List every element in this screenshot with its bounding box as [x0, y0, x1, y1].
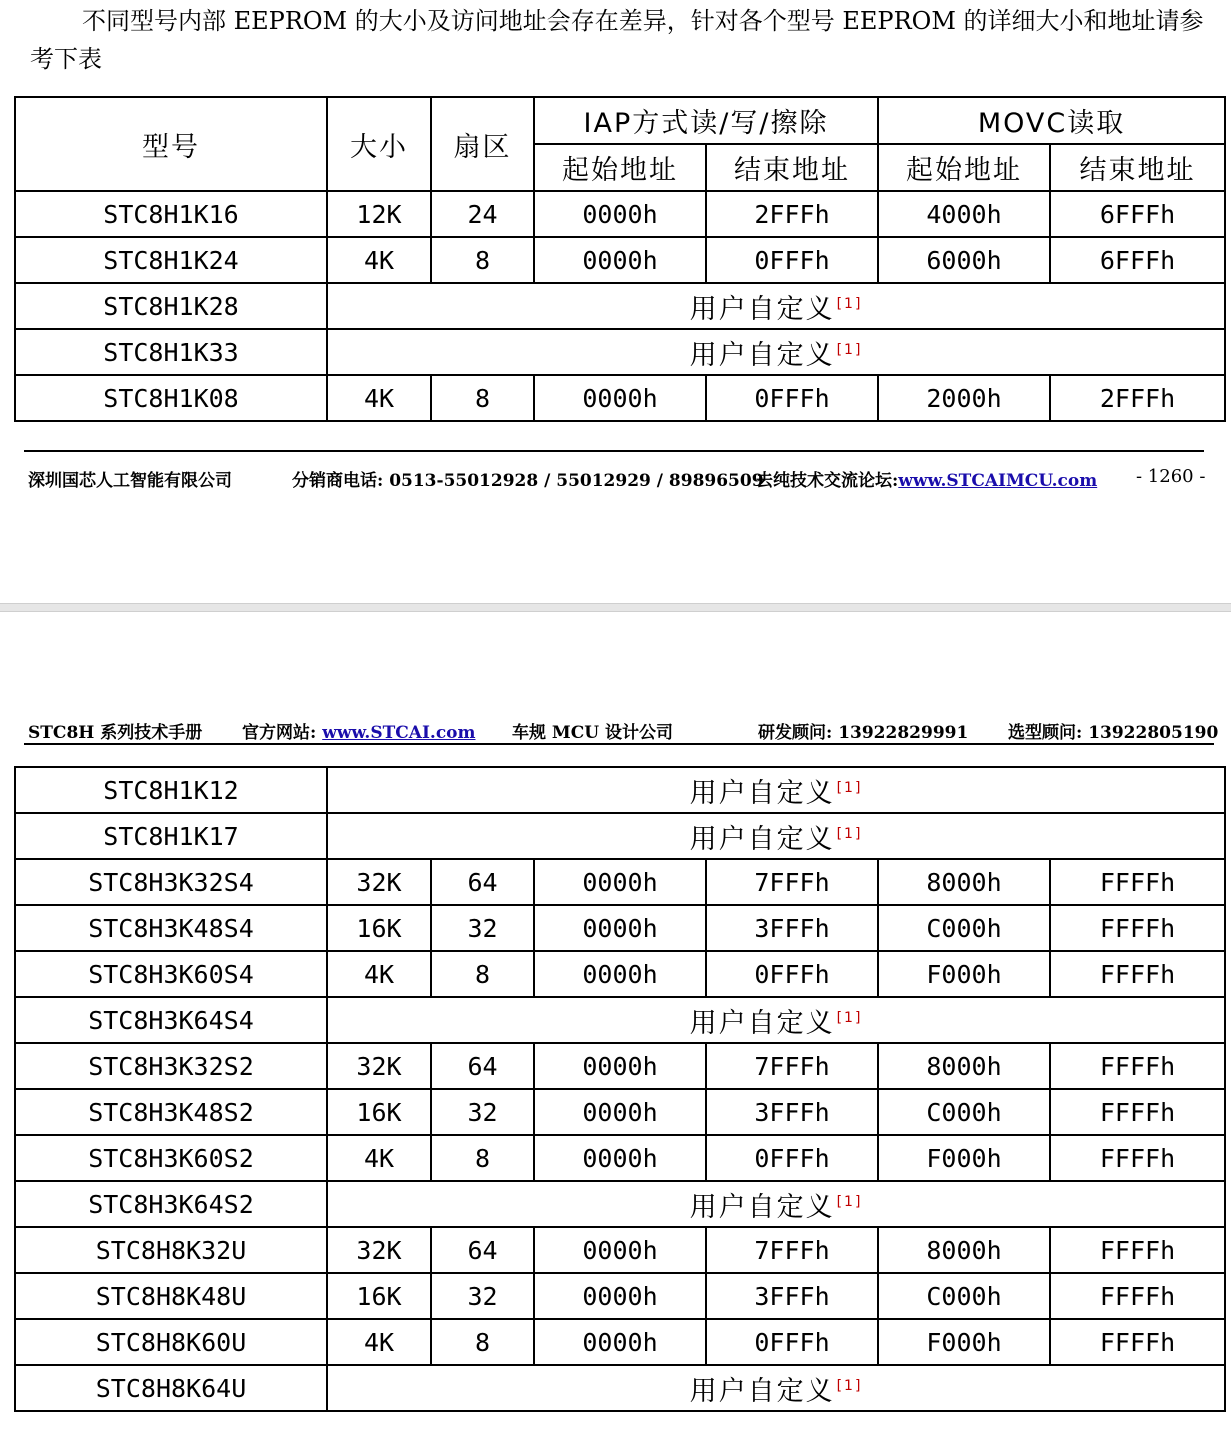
model-cell: STC8H3K64S4	[15, 997, 327, 1043]
user-defined-cell	[327, 283, 1225, 329]
movc-end-cell: FFFFh	[1050, 1273, 1225, 1319]
table-row	[15, 813, 1225, 859]
footer-company: 深圳国芯人工智能有限公司	[28, 471, 232, 491]
model-cell: STC8H1K24	[15, 237, 327, 283]
iap-end-cell: 3FFFh	[706, 905, 878, 951]
model-cell: STC8H8K60U	[15, 1319, 327, 1365]
sector-cell: 8	[431, 1135, 534, 1181]
header-movc-group: MOVC读取	[878, 97, 1225, 144]
movc-start-cell: 8000h	[878, 1043, 1050, 1089]
user-defined-label: 用户自定义	[689, 293, 835, 325]
iap-end-cell: 7FFFh	[706, 1043, 878, 1089]
footnote-marker[interactable]: [1]	[836, 1377, 863, 1394]
iap-end-cell: 0FFFh	[706, 375, 878, 421]
sector-cell: 32	[431, 1089, 534, 1135]
footer-page-number: - 1260 -	[1136, 466, 1206, 487]
header-site-label: 官方网站:	[242, 723, 323, 743]
movc-end-cell: 6FFFh	[1050, 191, 1225, 237]
intro-paragraph	[30, 2, 1220, 78]
model-cell: STC8H8K48U	[15, 1273, 327, 1319]
model-cell: STC8H3K64S2	[15, 1181, 327, 1227]
footer-forum-link[interactable]: www.STCAIMCU.com	[898, 471, 1098, 491]
header-iap-start: 起始地址	[534, 144, 706, 191]
header-rule	[24, 743, 1214, 745]
sector-cell: 64	[431, 1043, 534, 1089]
header-slogan: 车规 MCU 设计公司	[512, 723, 674, 743]
table-row	[15, 1319, 1225, 1365]
user-defined-label: 用户自定义	[689, 1191, 835, 1223]
model-cell: STC8H8K32U	[15, 1227, 327, 1273]
movc-start-cell: F000h	[878, 1135, 1050, 1181]
user-defined-label: 用户自定义	[689, 339, 835, 371]
user-defined-label: 用户自定义	[689, 823, 835, 855]
iap-start-cell: 0000h	[534, 1135, 706, 1181]
footer-phone: 分销商电话: 0513-55012928 / 55012929 / 89896509	[292, 471, 764, 491]
intro-text: 不同型号内部 EEPROM 的大小及访问地址会存在差异，针对各个型号 EEPROM 的详细大小和地址请参考下表	[30, 7, 1204, 73]
model-cell: STC8H3K32S2	[15, 1043, 327, 1089]
table-row	[15, 905, 1225, 951]
size-cell: 4K	[327, 1319, 431, 1365]
iap-start-cell: 0000h	[534, 375, 706, 421]
footnote-marker[interactable]: [1]	[836, 341, 863, 358]
sector-cell: 64	[431, 859, 534, 905]
table-row	[15, 375, 1225, 421]
size-cell: 4K	[327, 951, 431, 997]
model-cell: STC8H3K48S2	[15, 1089, 327, 1135]
iap-end-cell: 3FFFh	[706, 1273, 878, 1319]
sector-cell: 8	[431, 375, 534, 421]
user-defined-cell	[327, 813, 1225, 859]
header-iap-group: IAP方式读/写/擦除	[534, 97, 878, 144]
size-cell: 32K	[327, 859, 431, 905]
user-defined-cell	[327, 329, 1225, 375]
sector-cell: 8	[431, 951, 534, 997]
table-row	[15, 767, 1225, 813]
header-site-link[interactable]: www.STCAI.com	[322, 723, 476, 743]
iap-end-cell: 0FFFh	[706, 951, 878, 997]
eeprom-table-part2	[14, 766, 1226, 1412]
movc-start-cell: F000h	[878, 951, 1050, 997]
table-row	[15, 951, 1225, 997]
iap-start-cell: 0000h	[534, 1043, 706, 1089]
movc-end-cell: FFFFh	[1050, 951, 1225, 997]
footnote-marker[interactable]: [1]	[836, 825, 863, 842]
table-row	[15, 1135, 1225, 1181]
footnote-marker[interactable]: [1]	[836, 779, 863, 796]
movc-end-cell: FFFFh	[1050, 1319, 1225, 1365]
footer-forum-label: 去纯技术交流论坛:	[756, 471, 899, 491]
model-cell: STC8H1K28	[15, 283, 327, 329]
header-iap-end: 结束地址	[706, 144, 878, 191]
iap-end-cell: 7FFFh	[706, 859, 878, 905]
page-separator	[0, 603, 1231, 612]
sector-cell: 64	[431, 1227, 534, 1273]
user-defined-cell	[327, 1181, 1225, 1227]
movc-end-cell: FFFFh	[1050, 905, 1225, 951]
user-defined-label: 用户自定义	[689, 777, 835, 809]
sector-cell: 8	[431, 237, 534, 283]
iap-start-cell: 0000h	[534, 1089, 706, 1135]
eeprom-table-part1	[14, 96, 1226, 422]
movc-start-cell: 8000h	[878, 859, 1050, 905]
sector-cell: 32	[431, 1273, 534, 1319]
header-model: 型号	[15, 97, 327, 191]
table1-body	[15, 191, 1225, 421]
iap-end-cell: 0FFFh	[706, 237, 878, 283]
table-row	[15, 329, 1225, 375]
model-cell: STC8H1K08	[15, 375, 327, 421]
iap-start-cell: 0000h	[534, 1273, 706, 1319]
iap-start-cell: 0000h	[534, 905, 706, 951]
table-row	[15, 1181, 1225, 1227]
size-cell: 16K	[327, 1089, 431, 1135]
movc-start-cell: 4000h	[878, 191, 1050, 237]
model-cell: STC8H1K33	[15, 329, 327, 375]
size-cell: 12K	[327, 191, 431, 237]
header-manual-title: STC8H 系列技术手册	[28, 723, 203, 743]
movc-start-cell: 6000h	[878, 237, 1050, 283]
header-site	[242, 718, 476, 743]
user-defined-cell	[327, 997, 1225, 1043]
user-defined-label: 用户自定义	[689, 1007, 835, 1039]
iap-end-cell: 7FFFh	[706, 1227, 878, 1273]
movc-end-cell: FFFFh	[1050, 1089, 1225, 1135]
size-cell: 16K	[327, 905, 431, 951]
table-row	[15, 237, 1225, 283]
user-defined-cell	[327, 1365, 1225, 1411]
movc-end-cell: FFFFh	[1050, 1135, 1225, 1181]
user-defined-cell	[327, 767, 1225, 813]
header-rd-contact: 研发顾问: 13922829991	[758, 723, 969, 743]
movc-end-cell: 2FFFh	[1050, 375, 1225, 421]
sector-cell: 24	[431, 191, 534, 237]
movc-start-cell: C000h	[878, 905, 1050, 951]
size-cell: 32K	[327, 1043, 431, 1089]
user-defined-label: 用户自定义	[689, 1375, 835, 1407]
size-cell: 4K	[327, 1135, 431, 1181]
iap-start-cell: 0000h	[534, 859, 706, 905]
sector-cell: 32	[431, 905, 534, 951]
model-cell: STC8H1K16	[15, 191, 327, 237]
size-cell: 16K	[327, 1273, 431, 1319]
iap-end-cell: 3FFFh	[706, 1089, 878, 1135]
model-cell: STC8H3K60S2	[15, 1135, 327, 1181]
model-cell: STC8H3K60S4	[15, 951, 327, 997]
footer-forum	[756, 466, 1097, 491]
footer-rule	[24, 450, 1204, 452]
table-row	[15, 1273, 1225, 1319]
table2-body	[15, 767, 1225, 1411]
table-row	[15, 859, 1225, 905]
iap-start-cell: 0000h	[534, 1319, 706, 1365]
iap-end-cell: 2FFFh	[706, 191, 878, 237]
model-cell: STC8H3K32S4	[15, 859, 327, 905]
table-row	[15, 1043, 1225, 1089]
model-cell: STC8H3K48S4	[15, 905, 327, 951]
movc-start-cell: 8000h	[878, 1227, 1050, 1273]
movc-end-cell: FFFFh	[1050, 1043, 1225, 1089]
footnote-marker[interactable]: [1]	[836, 1009, 863, 1026]
iap-start-cell: 0000h	[534, 237, 706, 283]
movc-start-cell: C000h	[878, 1089, 1050, 1135]
table-row	[15, 1089, 1225, 1135]
iap-start-cell: 0000h	[534, 1227, 706, 1273]
size-cell: 4K	[327, 375, 431, 421]
footnote-marker[interactable]: [1]	[836, 295, 863, 312]
size-cell: 32K	[327, 1227, 431, 1273]
table-row	[15, 191, 1225, 237]
header-movc-end: 结束地址	[1050, 144, 1225, 191]
movc-start-cell: F000h	[878, 1319, 1050, 1365]
table-row	[15, 1365, 1225, 1411]
header-size: 大小	[327, 97, 431, 191]
movc-start-cell: 2000h	[878, 375, 1050, 421]
table-row	[15, 1227, 1225, 1273]
model-cell: STC8H1K12	[15, 767, 327, 813]
movc-end-cell: FFFFh	[1050, 1227, 1225, 1273]
iap-end-cell: 0FFFh	[706, 1319, 878, 1365]
footnote-marker[interactable]: [1]	[836, 1193, 863, 1210]
model-cell: STC8H8K64U	[15, 1365, 327, 1411]
table-row	[15, 997, 1225, 1043]
size-cell: 4K	[327, 237, 431, 283]
movc-start-cell: C000h	[878, 1273, 1050, 1319]
model-cell: STC8H1K17	[15, 813, 327, 859]
header-movc-start: 起始地址	[878, 144, 1050, 191]
iap-start-cell: 0000h	[534, 191, 706, 237]
table-row	[15, 283, 1225, 329]
movc-end-cell: FFFFh	[1050, 859, 1225, 905]
iap-end-cell: 0FFFh	[706, 1135, 878, 1181]
header-selection-contact: 选型顾问: 13922805190	[1008, 723, 1219, 743]
sector-cell: 8	[431, 1319, 534, 1365]
header-sector: 扇区	[431, 97, 534, 191]
movc-end-cell: 6FFFh	[1050, 237, 1225, 283]
iap-start-cell: 0000h	[534, 951, 706, 997]
